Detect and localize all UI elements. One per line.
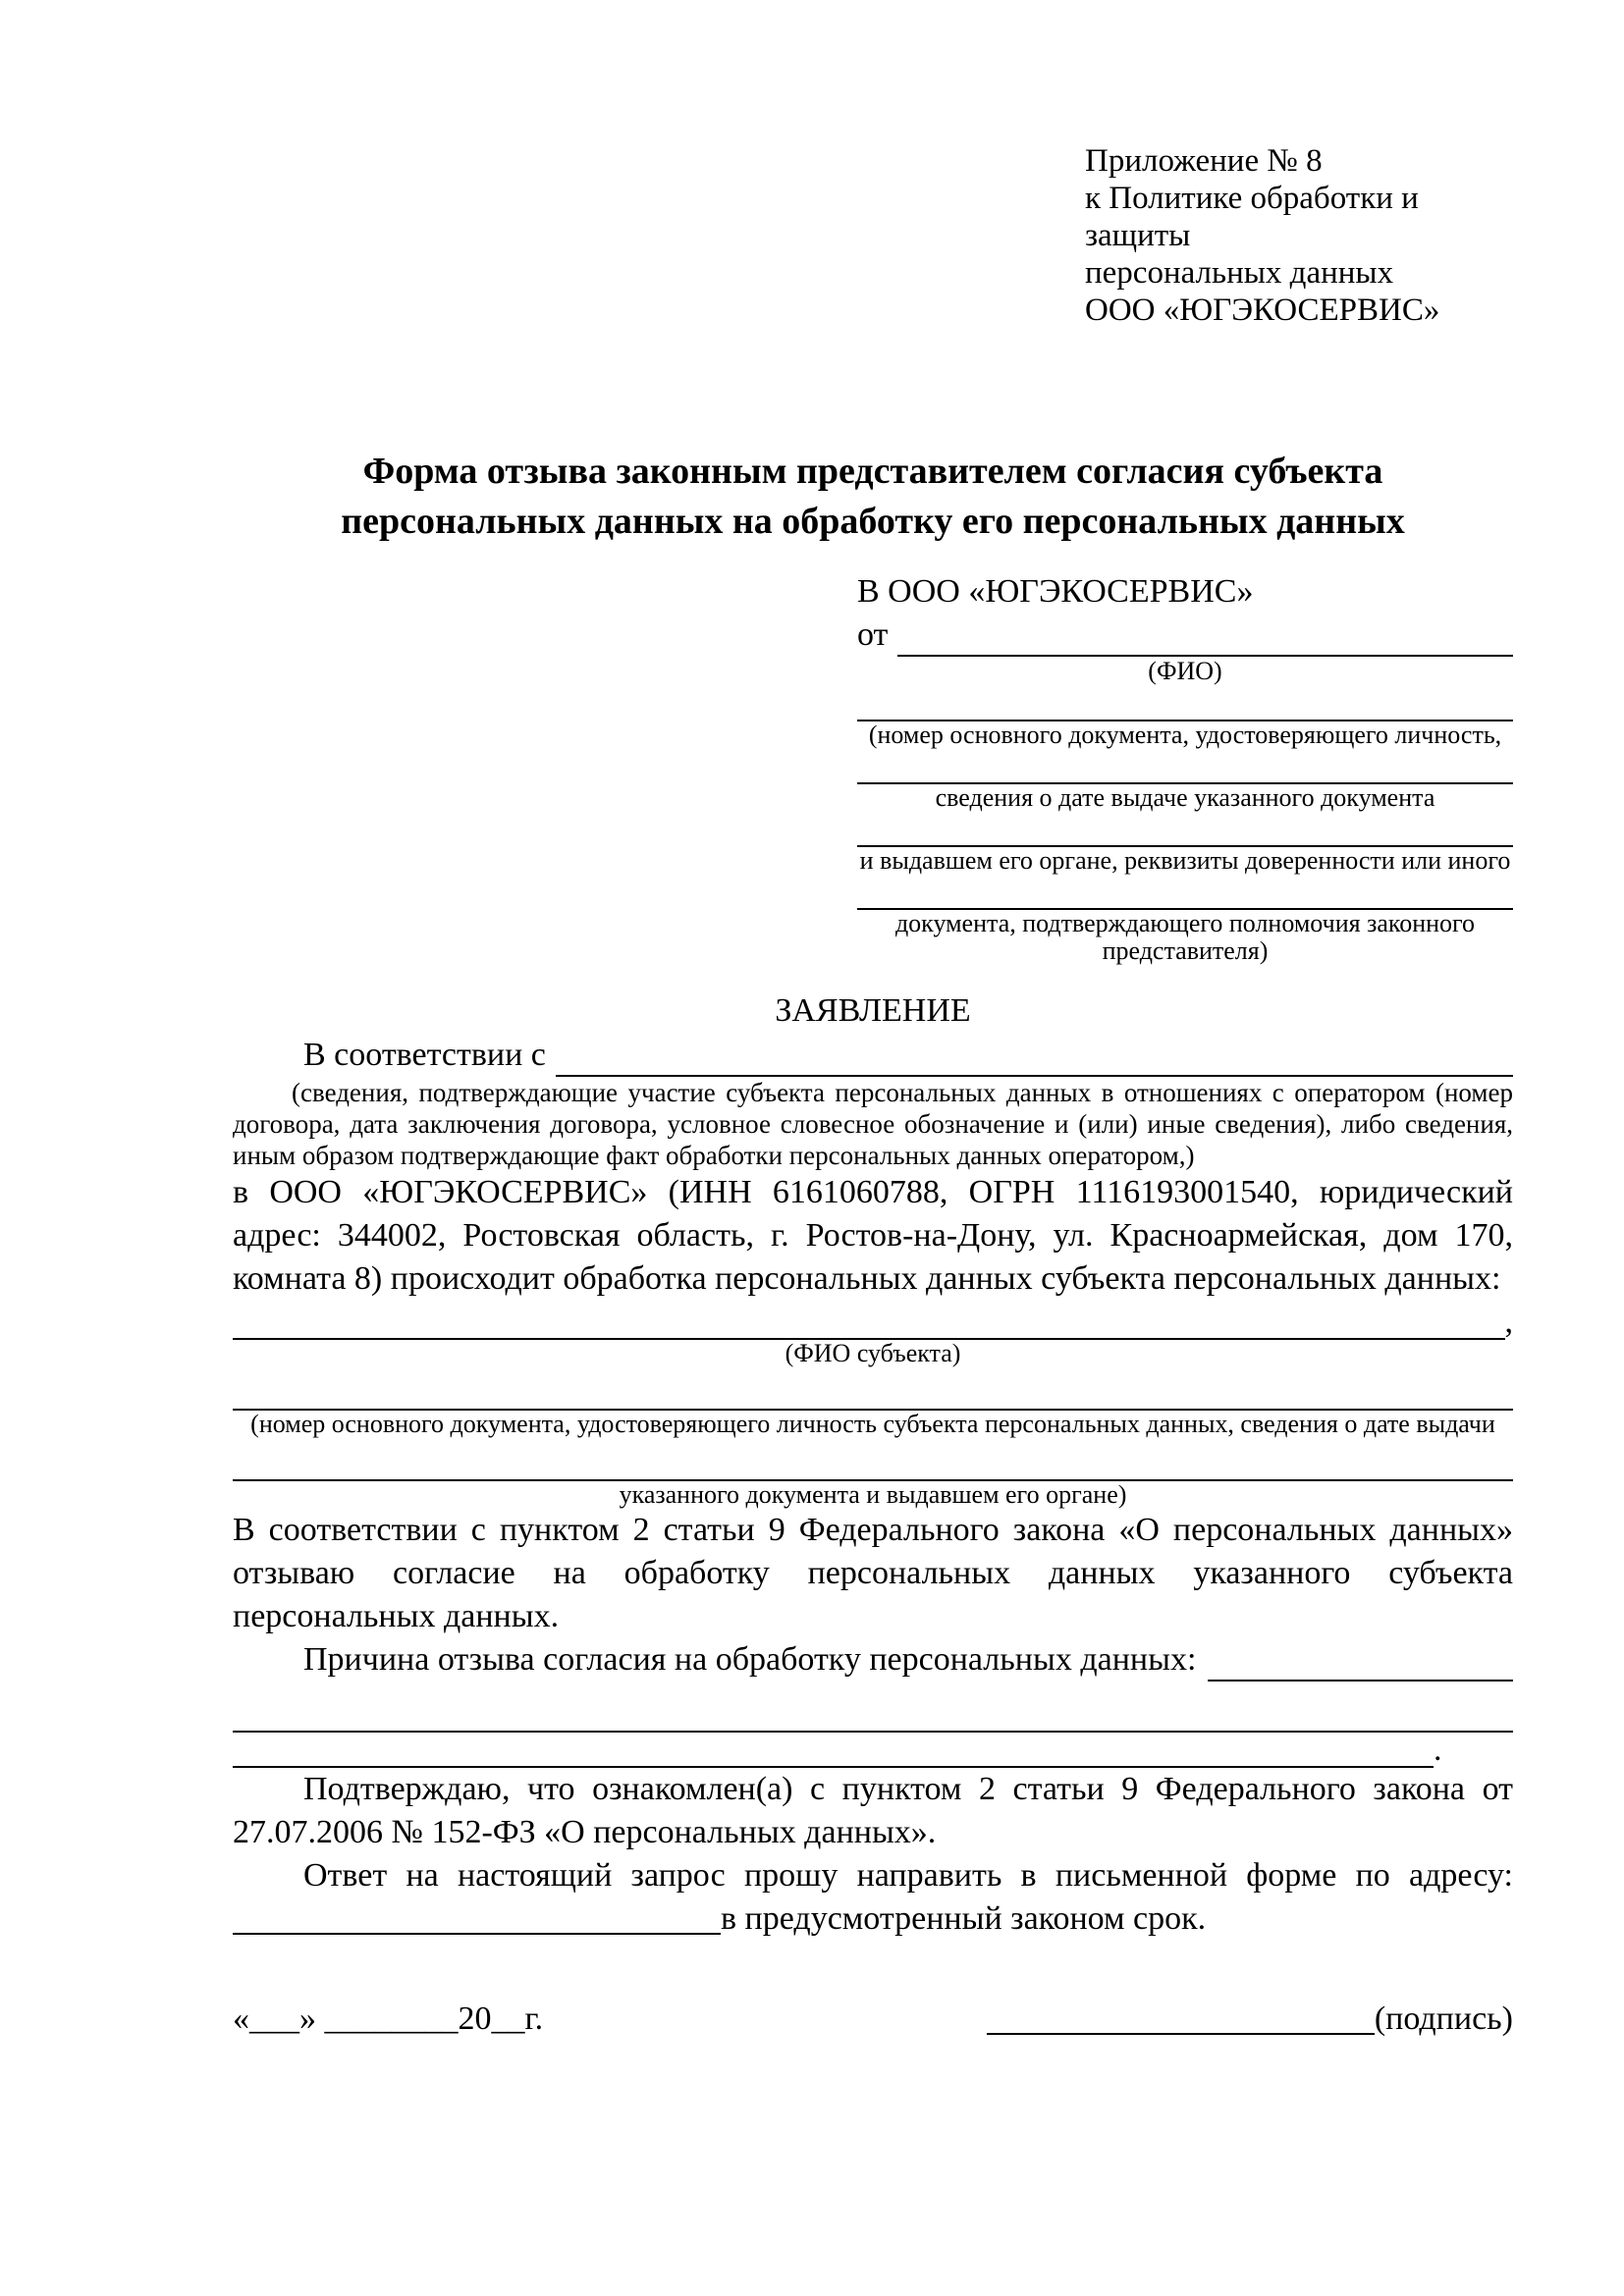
representative-doc-caption: и выдавшем его органе, реквизиты доверенности или иного xyxy=(859,846,1511,875)
footer-row xyxy=(233,1998,1513,2041)
date-blank-text: «___» ________20__г. xyxy=(233,2001,544,2037)
subject-doc-caption: указанного документа и выдавшем его органе) xyxy=(619,1480,1127,1509)
fio-caption: (ФИО) xyxy=(1148,657,1222,685)
reason-label: Причина отзыва согласия на обработку персональных данных: xyxy=(303,1641,1197,1678)
signature-blank-line xyxy=(987,1998,1375,2035)
representative-doc-blank-line xyxy=(857,816,1513,847)
statement-heading: ЗАЯВЛЕНИЕ xyxy=(775,992,971,1029)
subject-fio-comma: , xyxy=(1504,1304,1513,1340)
representative-doc-field xyxy=(857,690,1513,749)
statement-intro-label: В соответствии с xyxy=(303,1037,546,1073)
reason-blank-line xyxy=(1208,1638,1513,1682)
signature-caption: (подпись) xyxy=(1374,2001,1513,2037)
addressee-from-row xyxy=(857,614,1513,657)
reason-continuation-blank-line xyxy=(233,1697,1513,1733)
reply-address-blank-line xyxy=(233,1897,721,1935)
appendix-header-line: ООО «ЮГЭКОСЕРВИС» xyxy=(1085,293,1440,328)
reply-paragraph: Ответ на настоящий запрос прошу направить в письменной форме по адресу: xyxy=(303,1857,1513,1894)
statement-intro-row xyxy=(233,1034,1513,1077)
addressee-from-label: от xyxy=(857,616,889,653)
confirm-paragraph: Подтверждаю, что ознакомлен(а) с пунктом 2 статьи 9 Федерального закона от 27.07.2006 № 152-ФЗ «О персональных данных». xyxy=(233,1771,1513,1850)
representative-doc-field xyxy=(857,879,1513,965)
reason-row xyxy=(233,1638,1513,1682)
appendix-header-line: к Политике обработки и защиты xyxy=(1085,181,1419,253)
subject-doc-field xyxy=(233,1377,1513,1438)
subject-doc-caption: (номер основного документа, удостоверяющего личность субъекта персональных данных, сведения о дате выдачи xyxy=(250,1410,1495,1438)
subject-fio-caption: (ФИО субъекта) xyxy=(785,1339,961,1367)
representative-doc-caption: сведения о дате выдаче указанного документа xyxy=(935,783,1435,812)
subject-doc-blank-line xyxy=(233,1448,1513,1481)
appendix-header-line: персональных данных xyxy=(1085,255,1394,291)
representative-doc-blank-line xyxy=(857,753,1513,784)
operator-paragraph: в ООО «ЮГЭКОСЕРВИС» (ИНН 6161060788, ОГРН 1116193001540, юридический адрес: 344002, Ростовская область, г. Ростов-на-Дону, ул. Красноармейская, дом 170, комната 8) происходит обработка персональных данных субъекта персональных данных: xyxy=(233,1174,1513,1297)
document-title-line: персональных данных на обработку его персональных данных xyxy=(341,501,1405,542)
addressee-block xyxy=(857,570,1513,965)
reason-continuation-blank-line xyxy=(233,1733,1434,1768)
representative-doc-caption: документа, подтверждающего полномочия законного представителя) xyxy=(894,909,1476,965)
representative-doc-field xyxy=(857,753,1513,812)
withdrawal-paragraph: В соответствии с пунктом 2 статьи 9 Федерального закона «О персональных данных» отзываю согласие на обработку персональных данных указанного субъекта персональных данных. xyxy=(233,1512,1513,1634)
fio-blank-line xyxy=(897,614,1513,657)
representative-doc-blank-line xyxy=(857,690,1513,721)
reply-address-row xyxy=(233,1897,1513,1941)
reason-period: . xyxy=(1434,1732,1442,1768)
document-title-line: Форма отзыва законным представителем согласия субъекта xyxy=(362,451,1383,492)
appendix-header xyxy=(1085,142,1513,329)
reply-tail-text: в предусмотренный законом срок. xyxy=(721,1900,1207,1937)
reason-continuation-row xyxy=(233,1733,1513,1768)
subject-fio-blank-line xyxy=(233,1307,1505,1340)
subject-doc-field xyxy=(233,1448,1513,1509)
basis-caption: (сведения, подтверждающие участие субъекта персональных данных в отношениях с оператором (номер договора, дата заключения договора, условное словесное обозначение и (или) иные сведения), либо сведения, иным образом подтверждающие факт обработки персональных данных оператором,) xyxy=(233,1078,1513,1170)
subject-fio-row xyxy=(233,1304,1513,1340)
basis-blank-line xyxy=(556,1034,1513,1077)
subject-doc-blank-line xyxy=(233,1377,1513,1411)
addressee-to: В ООО «ЮГЭКОСЕРВИС» xyxy=(857,573,1254,610)
document-title xyxy=(233,447,1513,547)
representative-doc-blank-line xyxy=(857,879,1513,910)
representative-doc-caption: (номер основного документа, удостоверяющего личность, xyxy=(868,721,1502,749)
representative-doc-field xyxy=(857,816,1513,875)
appendix-header-line: Приложение № 8 xyxy=(1085,143,1323,179)
signature-group xyxy=(987,1998,1513,2041)
